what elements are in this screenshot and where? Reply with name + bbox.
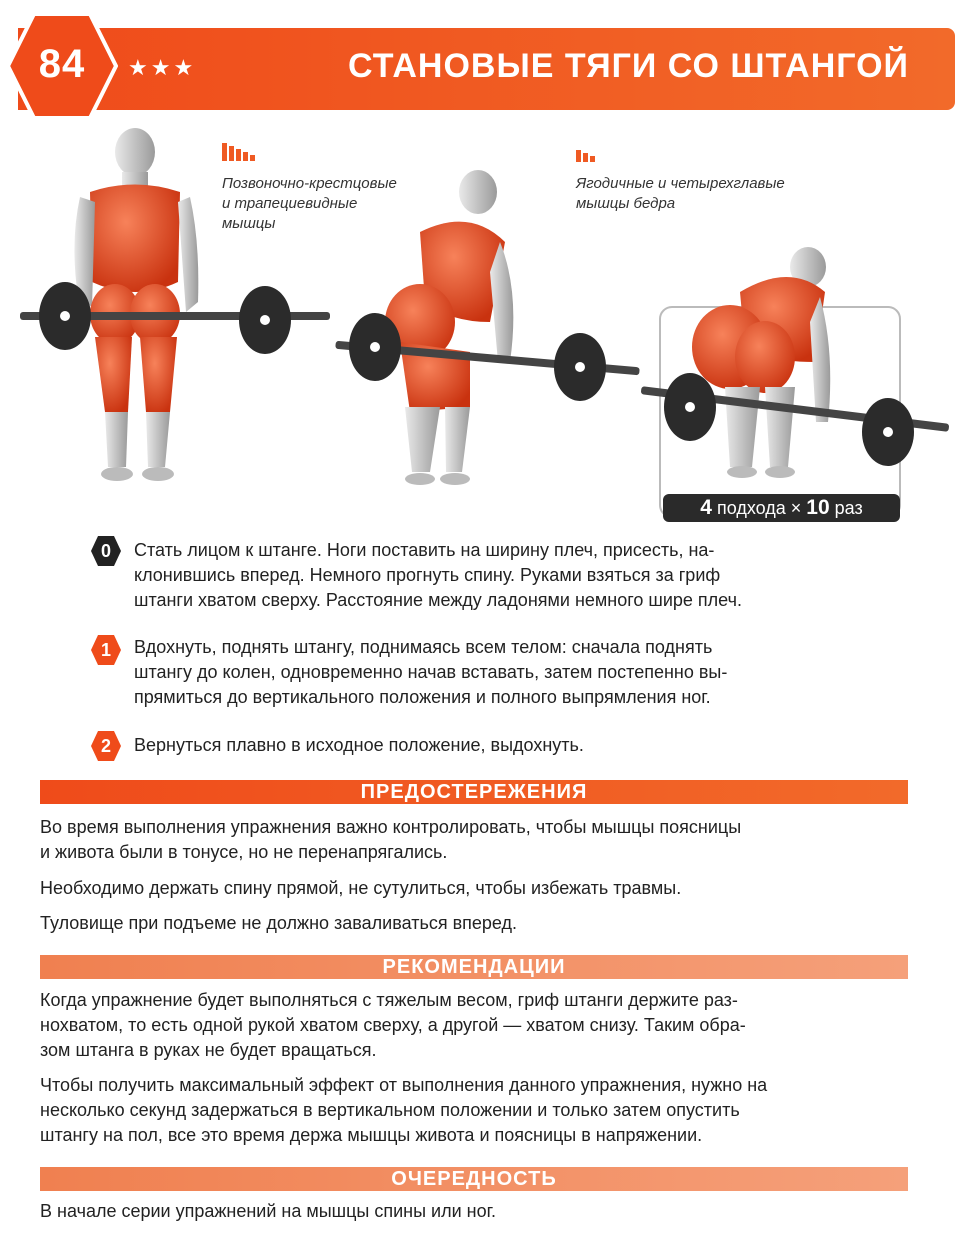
page-title: СТАНОВЫЕ ТЯГИ СО ШТАНГОЙ [348,47,909,85]
recommendation-paragraph: Когда упражнение будет выполняться с тяжелым весом, гриф штанги держите раз- нохватом, то есть одной рукой хватом сверху, а другой — хватом снизу. Таким обра- зом штанга в руках не будет вращаться. [40,990,746,1060]
step-2-text: Вернуться плавно в исходное положение, выдохнуть. [134,735,584,755]
sets-word: подхода [716,498,786,518]
sets-count: 4 [700,496,712,519]
recommendations-heading: РЕКОМЕНДАЦИИ [40,955,908,979]
difficulty-stars: ★★★ [128,56,197,81]
warnings-heading: ПРЕДОСТЕРЕЖЕНИЯ [40,780,908,804]
reps-count: 10 [806,496,830,519]
primary-muscles-caption: Позвоночно-крестцовые и трапециевидные мышцы [222,175,397,232]
warning-paragraph: Необходимо держать спину прямой, не сутулиться, чтобы избежать травмы. [40,878,682,898]
figure-bottom-position [641,247,950,517]
step-0-text: Стать лицом к штанге. Ноги поставить на ширину плеч, присесть, на- клонившись вперед. Немного прогнуть спину. Руками взяться за гриф штанги хватом сверху. Расстояние между ладонями немного шире плеч. [134,540,742,610]
sets-reps-badge [663,494,900,522]
step-1-number: 1 [100,640,112,660]
step-2-icon [90,730,122,762]
page-number: 84 [38,42,86,86]
intensity-secondary-icon [576,150,595,162]
reps-word: раз [834,498,863,518]
step-0-icon [90,535,122,567]
step-1-icon [90,634,122,666]
step-1-text: Вдохнуть, поднять штангу, поднимаясь всем телом: сначала поднять штангу до колен, одновременно начав вставать, затем постепенно вы- прямиться до вертикального положения и полного выпрямления ног. [134,637,728,707]
warning-paragraph: Во время выполнения упражнения важно контролировать, чтобы мышцы поясницы и живота были в тонусе, но не перенапрягались. [40,817,742,862]
recommendation-paragraph: Чтобы получить максимальный эффект от выполнения данного упражнения, нужно на несколько секунд задержаться в вертикальном положении и только затем опустить штангу на пол, все это время держа мышцы живота и поясницы в напряжении. [40,1075,768,1145]
intensity-primary-icon [222,143,255,161]
times-sign: × [790,498,802,518]
secondary-muscles-caption: Ягодичные и четырехглавые мышцы бедра [576,175,785,212]
step-2-number: 2 [100,736,112,756]
step-0-number: 0 [100,541,112,561]
warning-paragraph: Туловище при подъеме не должно заваливаться вперед. [40,913,518,933]
order-paragraph: В начале серии упражнений на мышцы спины или ног. [40,1201,496,1221]
order-heading: ОЧЕРЕДНОСТЬ [40,1167,908,1191]
